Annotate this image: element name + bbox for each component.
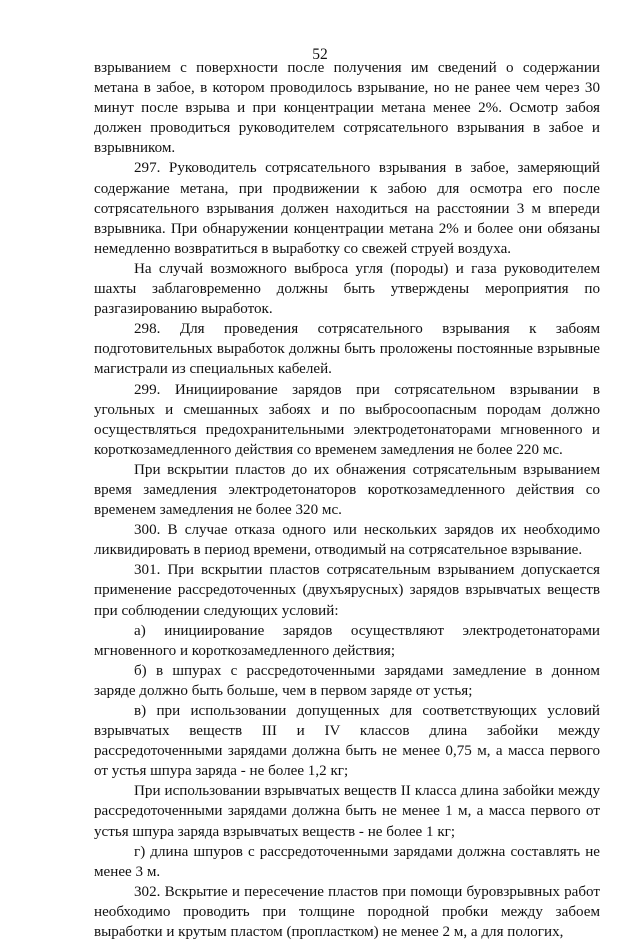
- paragraph-item-300: 300. В случае отказа одного или нескольких зарядов их необходимо ликвидировать в период времени, отводимый на сотрясательное взрывание.: [94, 522, 600, 559]
- paragraph-item-299-opening: При вскрытии пластов до их обнажения сотрясательным взрыванием время замедления электродетонаторов короткозамедленного действия со временем замедления не более 320 мс.: [94, 461, 600, 519]
- paragraph-item-297: 297. Руководитель сотрясательного взрывания в забое, замеряющий содержание метана, при продвижении к забою для осмотра его после сотрясательного взрывания должен находиться на расстоянии 3 м впереди взрывника. При обнаружении концентрации метана 2% и более они обязаны немедленно возвратиться в выработку со свежей струей воздуха.: [94, 160, 600, 257]
- paragraph-item-301-class-ii: При использовании взрывчатых веществ II класса длина забойки между рассредоточенными зарядами должна быть не менее 1 м, а масса первого от устья шпура заряда взрывчатых веществ - не более 1 кг;: [94, 783, 600, 840]
- paragraph-item-302: 302. Вскрытие и пересечение пластов при помощи буровзрывных работ необходимо проводить при толщине породной пробки между забоем выработки и крутым пластом (пропластком) не менее 2 м, а для пологих,: [94, 883, 600, 941]
- paragraph-item-301-b: б) в шпурах с рассредоточенными зарядами замедление в донном заряде должно быть больше, чем в первом заряде от устья;: [94, 662, 600, 699]
- body-text: [94, 58, 600, 942]
- page-number: 52: [312, 46, 328, 63]
- paragraph-item-299: 299. Инициирование зарядов при сотрясательном взрывании в угольных и смешанных забоях и по выбросоопасным породам должно осуществляться предохранительными электродетонаторами мгновенного и короткозамедленного действия со временем замедления не более 220 мс.: [94, 381, 600, 458]
- paragraph-item-301-a: а) инициирование зарядов осуществляют электродетонаторами мгновенного и короткозамедленного действия;: [94, 622, 600, 659]
- paragraph-item-297-outburst: На случай возможного выброса угля (породы) и газа руководителем шахты заблаговременно должны быть утверждены мероприятия по разгазированию выработок.: [94, 260, 600, 318]
- paragraph-item-298: 298. Для проведения сотрясательного взрывания к забоям подготовительных выработок должны быть проложены постоянные взрывные магистрали из специальных кабелей.: [94, 321, 600, 378]
- paragraph-item-301: 301. При вскрытии пластов сотрясательным взрыванием допускается применение рассредоточенных (двухъярусных) зарядов взрывчатых веществ при соблюдении следующих условий:: [94, 562, 600, 619]
- paragraph-item-301-v: в) при использовании допущенных для соответствующих условий взрывчатых веществ III и IV классов длина забойки между рассредоточенными зарядами должна быть не менее 0,75 м, а масса первого от устья шпура заряда - не более 1,2 кг;: [94, 703, 600, 780]
- paragraph-item-301-g: г) длина шпуров с рассредоточенными зарядами должна составлять не менее 3 м.: [94, 843, 600, 880]
- paragraph-continuation-296: взрыванием с поверхности после получения им сведений о содержании метана в забое, в котором проводилось взрывание, но не ранее чем через 30 минут после взрыва и при концентрации метана менее 2%. Осмотр забоя должен проводиться руководителем сотрясательного взрывания в забое и взрывником.: [94, 60, 600, 157]
